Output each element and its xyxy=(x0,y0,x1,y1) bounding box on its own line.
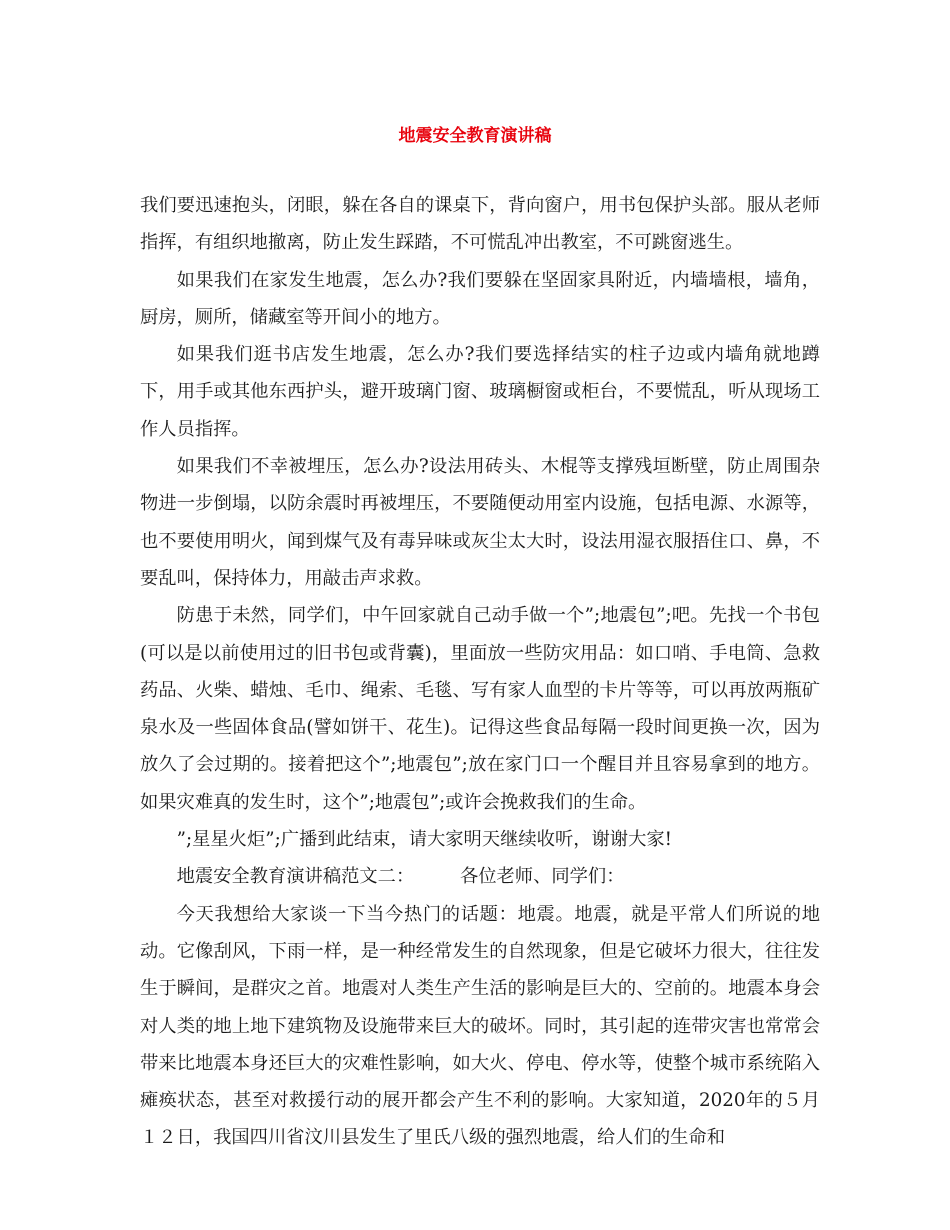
document-title: 地震安全教育演讲稿 xyxy=(398,126,552,146)
paragraph: 地震安全教育演讲稿范文二： 各位老师、同学们： xyxy=(176,866,625,888)
paragraph: 今天我想给大家谈一下当今热门的话题：地震。地震，就是平常人们所说的地动。它像刮风，下雨一样，是一种经常发生的自然现象，但是它破坏力很大，往往发生于瞬间，是群灾之首。地震对人类生产生活的影响是巨大的、空前的。地震本身会对人类的地上地下建筑物及设施带来巨大的破坏。同时，其引起的连带灾害也常常会带来比地震本身还巨大的灾难性影响，如大火、停电、停水等，使整个城市系统陷入瘫痪状态，甚至对救援行动的展开都会产生不利的影响。大家知道，2020年的５月１２日，我国四川省汶川县发生了里氏八级的强烈地震，给人们的生命和 xyxy=(140,903,820,1149)
paragraph: ”;星星火炬”;广播到此结束，请大家明天继续收听，谢谢大家! xyxy=(176,829,672,851)
paragraph: 我们要迅速抱头，闭眼，躲在各自的课桌下，背向窗户，用书包保护头部。服从老师指挥，有组织地撤离，防止发生踩踏，不可慌乱冲出教室，不可跳窗逃生。 xyxy=(140,195,820,254)
paragraph: 如果我们在家发生地震，怎么办?我们要躲在坚固家具附近，内墙墙根，墙角，厨房，厕所，储藏室等开间小的地方。 xyxy=(140,269,820,328)
paragraph: 如果我们逛书店发生地震，怎么办?我们要选择结实的柱子边或内墙角就地蹲下，用手或其他东西护头，避开玻璃门窗、玻璃橱窗或柜台，不要慌乱，听从现场工作人员指挥。 xyxy=(140,344,820,440)
document-body xyxy=(140,187,820,1157)
paragraph: 防患于未然，同学们，中午回家就自己动手做一个”;地震包”;吧。先找一个书包(可以是以前使用过的旧书包或背囊)，里面放一些防灾用品：如口哨、手电筒、急救药品、火柴、蜡烛、毛巾、绳索、毛毯、写有家人血型的卡片等等，可以再放两瓶矿泉水及一些固体食品(譬如饼干、花生)。记得这些食品每隔一段时间更换一次，因为放久了会过期的。接着把这个”;地震包”;放在家门口一个醒目并且容易拿到的地方。如果灾难真的发生时，这个”;地震包”;或许会挽救我们的生命。 xyxy=(140,605,820,813)
paragraph: 如果我们不幸被埋压，怎么办?设法用砖头、木棍等支撑残垣断壁，防止周围杂物进一步倒塌，以防余震时再被埋压，不要随便动用室内设施，包括电源、水源等，也不要使用明火，闻到煤气及有毒异味或灰尘太大时，设法用湿衣服捂住口、鼻，不要乱叫，保持体力，用敲击声求救。 xyxy=(140,456,820,589)
